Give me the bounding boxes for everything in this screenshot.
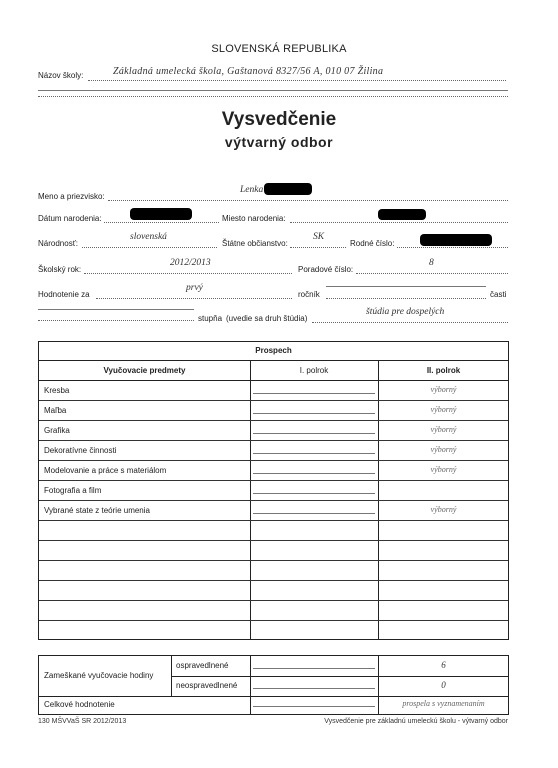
stage-label: stupňa [198, 314, 223, 323]
birth-number-line [397, 247, 508, 248]
country-heading: SLOVENSKÁ REPUBLIKA [211, 43, 347, 55]
table-row [39, 401, 508, 421]
header-rule-2 [38, 96, 508, 97]
stage-hint: (uvedie sa druh štúdia) [226, 314, 308, 323]
second-term-grade: výborný [430, 445, 457, 454]
footer-right: Vysvedčenie pre základnú umeleckú školu - výtvarný odbor [324, 718, 508, 725]
school-value: Základná umelecká škola, Gaštanová 8327/56 A, 010 07 Žilina [113, 66, 384, 77]
absence-divider-h1 [171, 676, 508, 677]
overall-label: Celkové hodnotenie [44, 700, 115, 709]
document-title: Vysvedčenie [221, 109, 337, 130]
absence-table [38, 655, 509, 715]
stage-line-left [38, 320, 194, 321]
school-year-label: Školský rok: [38, 265, 82, 274]
order-label: Poradové číslo: [298, 265, 354, 274]
col-header-first: I. polrok [299, 366, 329, 375]
stage-value: štúdia pre dospelých [366, 307, 445, 317]
overall-second-value: prospela s vyznamenaním [402, 699, 485, 708]
birthplace-line [290, 222, 508, 223]
footer-left: 130 MŠVVaŠ SR 2012/2013 [38, 718, 127, 725]
excused-first-line [253, 668, 375, 669]
school-line [88, 80, 506, 81]
header-rule [38, 90, 508, 91]
unexcused-label: neospravedlnené [176, 681, 238, 690]
school-year-line [84, 273, 292, 274]
citizenship-line [290, 247, 346, 248]
prospech-title: Prospech [255, 346, 292, 355]
excused-second-value: 6 [441, 660, 446, 670]
table-row [39, 421, 508, 441]
col-header-subjects: Vyučovacie predmety [103, 366, 186, 375]
grade-label: ročník [298, 290, 320, 299]
col-header-second: II. polrok [426, 366, 461, 375]
name-line [108, 200, 508, 201]
excused-label: ospravedlnené [176, 661, 229, 670]
first-term-line [253, 513, 375, 514]
table-row [39, 601, 508, 621]
nationality-value: slovenská [130, 232, 167, 242]
table-row [39, 441, 508, 461]
grade-line [326, 298, 486, 299]
dob-redaction [130, 208, 192, 220]
absence-divider-v2 [250, 656, 251, 714]
absence-label: Zameškané vyučovacie hodiny [44, 671, 154, 680]
table-row [39, 581, 508, 601]
name-label: Meno a priezvisko: [38, 192, 105, 201]
second-term-grade: výborný [430, 405, 457, 414]
first-term-line [253, 473, 375, 474]
birth-number-label: Rodné číslo: [350, 239, 395, 248]
name-redaction [264, 183, 312, 195]
first-term-line [253, 393, 375, 394]
second-term-grade: výborný [430, 385, 457, 394]
table-row [39, 561, 508, 581]
school-label: Názov školy: [38, 71, 84, 80]
eval-label: Hodnotenie za [38, 290, 90, 299]
table-row [39, 541, 508, 561]
citizenship-label: Štátne občianstvo: [222, 239, 288, 248]
school-year-value: 2012/2013 [170, 258, 211, 268]
birth-number-redaction [420, 234, 492, 246]
unexcused-second-value: 0 [441, 680, 446, 690]
eval-value: prvý [186, 283, 203, 293]
stage-line-top [38, 309, 194, 310]
grade-line-top [326, 286, 486, 287]
subject-name: Vybrané state z teórie umenia [44, 506, 150, 515]
row-divider [39, 620, 508, 621]
dob-line [104, 222, 219, 223]
prospech-table [38, 341, 509, 640]
subject-name: Fotografia a film [44, 486, 102, 495]
name-value: Lenka [240, 185, 264, 195]
order-line [356, 273, 508, 274]
order-value: 8 [429, 258, 434, 268]
stage-line [312, 322, 508, 323]
birthplace-redaction [378, 209, 426, 220]
first-term-line [253, 433, 375, 434]
table-row [39, 461, 508, 481]
subject-name: Maľba [44, 406, 67, 415]
subject-name: Grafika [44, 426, 70, 435]
nationality-label: Národnosť: [38, 239, 78, 248]
first-term-line [253, 413, 375, 414]
table-row [39, 521, 508, 541]
table-row [39, 381, 508, 401]
first-term-line [253, 493, 375, 494]
absence-divider-h2 [39, 696, 508, 697]
nationality-line [82, 247, 217, 248]
subject-name: Dekoratívne činnosti [44, 446, 117, 455]
citizenship-value: SK [313, 232, 325, 242]
subject-name: Modelovanie a práce s materiálom [44, 466, 167, 475]
second-term-grade: výborný [430, 465, 457, 474]
title-divider [39, 360, 508, 361]
subject-name: Kresba [44, 386, 70, 395]
overall-first-line [253, 706, 375, 707]
unexcused-first-line [253, 688, 375, 689]
part-label: časti [490, 290, 507, 299]
eval-line [96, 298, 292, 299]
second-term-grade: výborný [430, 425, 457, 434]
document-subtitle: výtvarný odbor [224, 134, 334, 150]
birthplace-label: Miesto narodenia: [222, 214, 286, 223]
dob-label: Dátum narodenia: [38, 214, 102, 223]
table-row [39, 501, 508, 521]
table-row [39, 481, 508, 501]
second-term-grade: výborný [430, 505, 457, 514]
first-term-line [253, 453, 375, 454]
